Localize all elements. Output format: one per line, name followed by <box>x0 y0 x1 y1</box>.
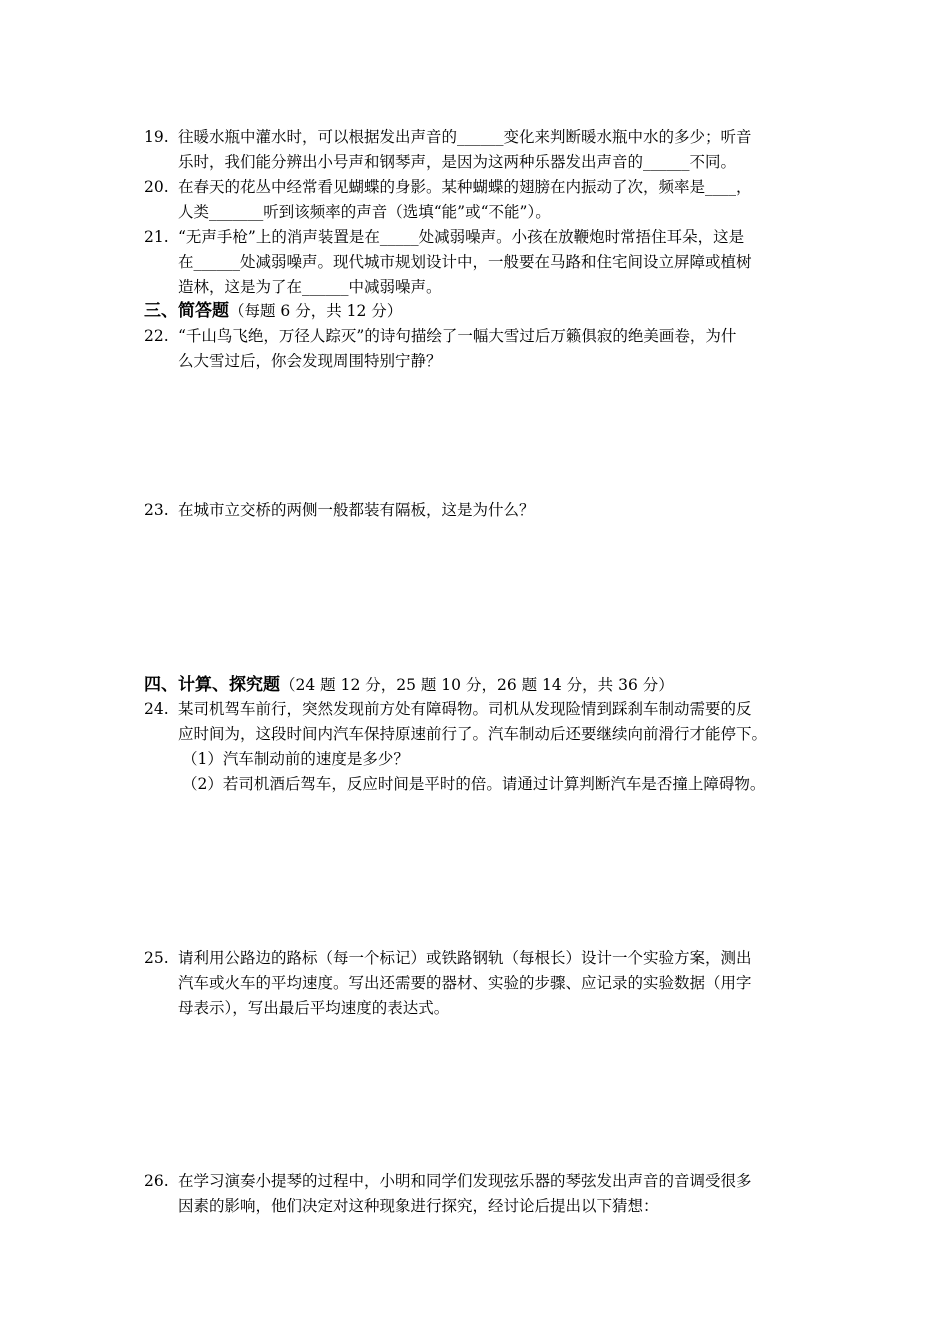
question-number: 20. <box>144 178 169 196</box>
question-number: 24. <box>144 700 169 718</box>
text-line: 某司机驾车前行，突然发现前方处有障碍物。司机从发现险情到踩刹车制动需要的反 <box>178 700 752 718</box>
text-line: 母表示），写出最后平均速度的表达式。 <box>178 999 450 1017</box>
question-text <box>178 125 814 175</box>
text-line: 造林，这是为了在______中减弱噪声。 <box>178 278 442 296</box>
question-number: 21. <box>144 228 169 246</box>
section-heading-3 <box>144 298 824 324</box>
question-19 <box>144 125 814 175</box>
question-26 <box>144 1169 814 1219</box>
text-line: 乐时，我们能分辨出小号声和钢琴声，是因为这两种乐器发出声音的______不同。 <box>178 153 737 171</box>
section-heading-4 <box>144 672 824 698</box>
question-text <box>178 324 814 374</box>
text-line: “无声手枪”上的消声装置是在_____处减弱噪声。小孩在放鞭炮时常捂住耳朵，这是 <box>178 228 745 246</box>
question-number: 19. <box>144 128 169 146</box>
question-number: 26. <box>144 1172 169 1190</box>
sub-question-2: （2）若司机酒后驾车，反应时间是平时的倍。请通过计算判断汽车是否撞上障碍物。 <box>182 775 766 793</box>
text-line: 在学习演奏小提琴的过程中，小明和同学们发现弦乐器的琴弦发出声音的音调受很多 <box>178 1172 752 1190</box>
section-title: 四、计算、探究题 <box>144 675 280 695</box>
question-text <box>178 946 814 1021</box>
text-line: 因素的影响，他们决定对这种现象进行探究，经讨论后提出以下猜想： <box>178 1197 659 1215</box>
question-text <box>178 175 814 225</box>
section-note: （24 题 12 分，25 题 10 分，26 题 14 分，共 36 分） <box>280 676 674 694</box>
text-line: 请利用公路边的路标（每一个标记）或铁路钢轨（每根长）设计一个实验方案，测出 <box>178 949 752 967</box>
question-21 <box>144 225 814 300</box>
question-text <box>178 225 814 300</box>
text-line: 人类_______听到该频率的声音（选填“能”或“不能”）。 <box>178 203 551 221</box>
question-text <box>178 498 814 523</box>
question-20 <box>144 175 814 225</box>
section-title: 三、简答题 <box>144 301 229 321</box>
question-number: 25. <box>144 949 169 967</box>
text-line: 汽车或火车的平均速度。写出还需要的器材、实验的步骤、应记录的实验数据（用字 <box>178 974 752 992</box>
question-text <box>178 697 814 747</box>
sub-question-1: （1）汽车制动前的速度是多少？ <box>182 750 409 768</box>
question-number: 23. <box>144 501 169 519</box>
text-line: 在春天的花丛中经常看见蝴蝶的身影。某种蝴蝶的翅膀在内振动了次，频率是____， <box>178 178 752 196</box>
question-22 <box>144 324 814 374</box>
text-line: 应时间为，这段时间内汽车保持原速前行了。汽车制动后还要继续向前滑行才能停下。 <box>178 725 768 743</box>
text-line: 在______处减弱噪声。现代城市规划设计中，一般要在马路和住宅间设立屏障或植树 <box>178 253 752 271</box>
text-line: 么大雪过后，你会发现周围特别宁静？ <box>178 352 442 370</box>
question-number: 22. <box>144 327 169 345</box>
text-line: “千山鸟飞绝，万径人踪灭”的诗句描绘了一幅大雪过后万籁俱寂的绝美画卷，为什 <box>178 327 737 345</box>
section-note: （每题 6 分，共 12 分） <box>229 302 403 320</box>
question-text <box>178 1169 814 1219</box>
text-line: 在城市立交桥的两侧一般都装有隔板，这是为什么？ <box>178 501 535 519</box>
question-25 <box>144 946 814 1021</box>
question-23 <box>144 498 814 523</box>
question-24 <box>144 697 814 797</box>
text-line: 往暖水瓶中灌水时，可以根据发出声音的______变化来判断暖水瓶中水的多少；听音 <box>178 128 752 146</box>
